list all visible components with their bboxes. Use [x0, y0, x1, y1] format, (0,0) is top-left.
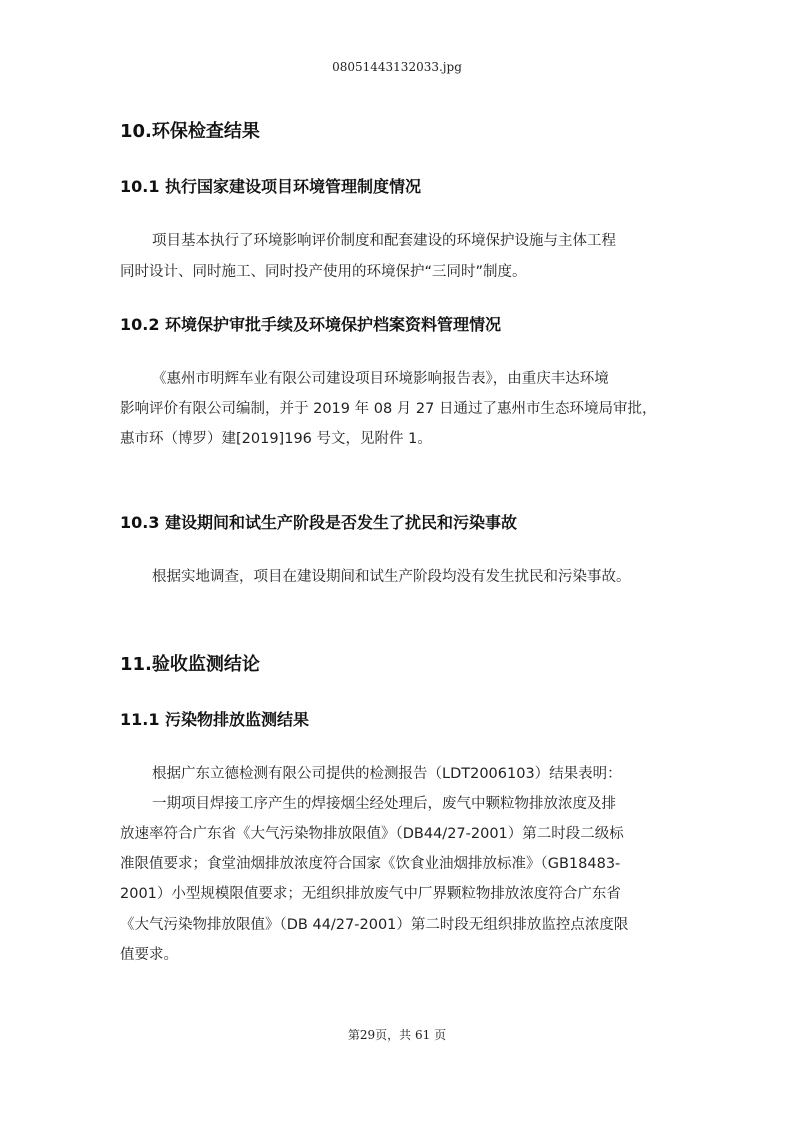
image-file-name: 08051443132033.jpg: [332, 60, 462, 74]
section-11-1-line-3: 放速率符合广东省《大气污染物排放限值》（DB44/27-2001）第二时段二级标: [120, 826, 624, 842]
section-10-3-heading: 10.3 建设期间和试生产阶段是否发生了扰民和污染事故: [120, 513, 518, 532]
section-10-3-line-1: 根据实地调查，项目在建设期间和试生产阶段均没有发生扰民和污染事故。: [152, 569, 631, 585]
section-10-2-heading: 10.2 环境保护审批手续及环境保护档案资料管理情况: [120, 315, 502, 334]
section-10-2-line-1: 《惠州市明辉车业有限公司建设项目环境影响报告表》，由重庆丰达环境: [152, 371, 609, 387]
section-11-1-line-2: 一期项目焊接工序产生的焊接烟尘经处理后，废气中颗粒物排放浓度及排: [152, 796, 616, 812]
section-11-1-line-1: 根据广东立德检测有限公司提供的检测报告（LDT2006103）结果表明：: [152, 766, 622, 782]
section-10-2-line-2: 影响评价有限公司编制，并于 2019 年 08 月 27 日通过了惠州市生态环境局审批，: [120, 401, 657, 417]
section-10-1-line-1: 项目基本执行了环境影响评价制度和配套建设的环境保护设施与主体工程: [152, 233, 616, 249]
section-10-heading: 10.环保检查结果: [120, 121, 260, 142]
page-number-footer: 第29页，共 61 页: [347, 1028, 447, 1042]
section-10-2-line-3: 惠市环（博罗）建[2019]196 号文，见附件 1。: [120, 431, 432, 447]
section-11-1-line-4: 准限值要求；食堂油烟排放浓度符合国家《饮食业油烟排放标准》（GB18483-: [120, 856, 621, 872]
section-11-1-line-7: 值要求。: [120, 947, 178, 963]
section-11-1-heading: 11.1 污染物排放监测结果: [120, 710, 310, 729]
section-11-heading: 11.验收监测结论: [120, 654, 260, 675]
section-11-1-line-6: 《大气污染物排放限值》（DB 44/27-2001）第二时段无组织排放监控点浓度限: [120, 917, 629, 933]
section-10-1-heading: 10.1 执行国家建设项目环境管理制度情况: [120, 177, 422, 196]
section-11-1-line-5: 2001）小型规模限值要求；无组织排放废气中厂界颗粒物排放浓度符合广东省: [120, 886, 621, 902]
section-10-1-line-2: 同时设计、同时施工、同时投产使用的环境保护“三同时”制度。: [120, 264, 527, 280]
